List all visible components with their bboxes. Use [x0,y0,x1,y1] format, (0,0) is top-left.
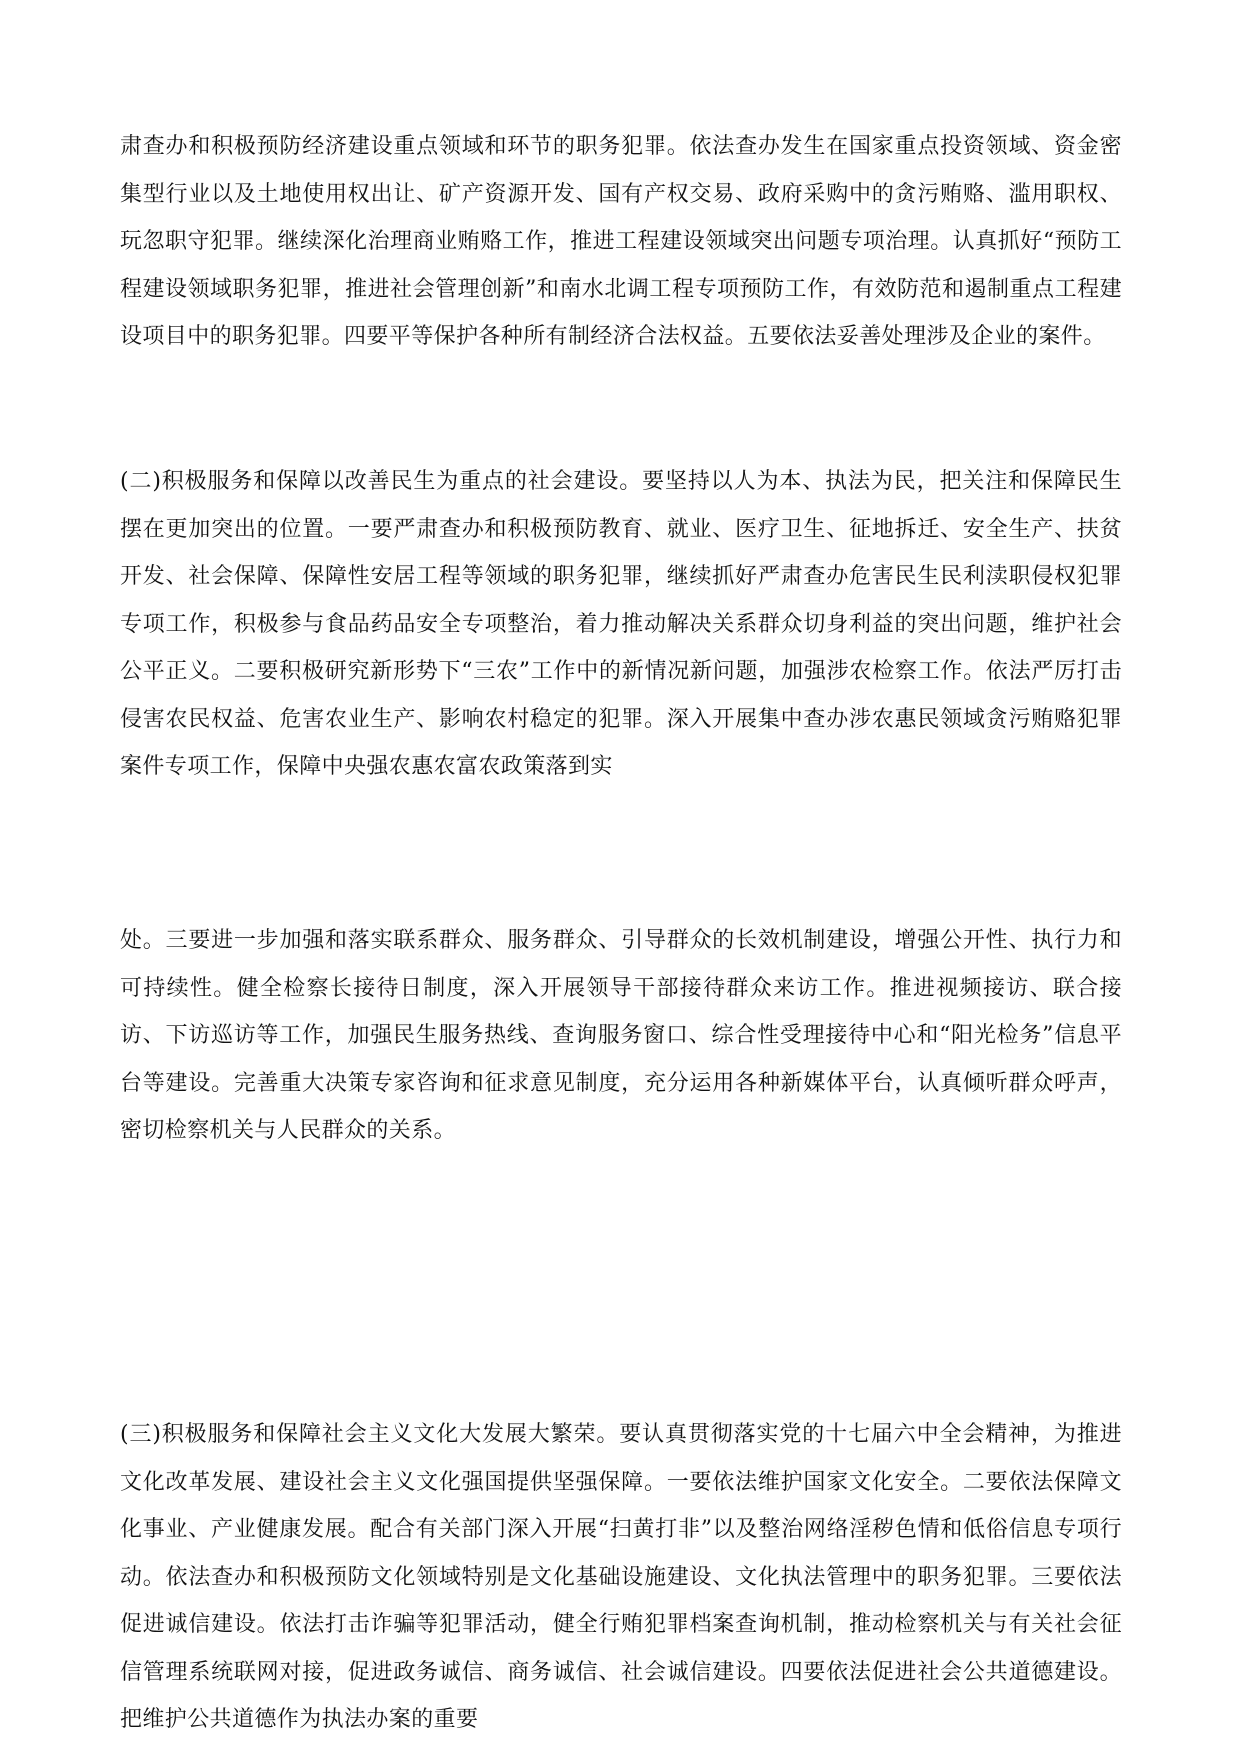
paragraph-culture-section: (三)积极服务和保障社会主义文化大发展大繁荣。要认真贯彻落实党的十七届六中全会精神，为推进文化改革发展、建设社会主义文化强国提供坚强保障。一要依法维护国家文化安全。二要依法保障文化事业、产业健康发展。配合有关部门深入开展“扫黄打非”以及整治网络淫秽色情和低俗信息专项行动。依法查办和积极预防文化领域特别是文化基础设施建设、文化执法管理中的职务犯罪。三要依法促进诚信建设。依法打击诈骗等犯罪活动，健全行贿犯罪档案查询机制，推动检察机关与有关社会征信管理系统联网对接，促进政务诚信、商务诚信、社会诚信建设。四要依法促进社会公共道德建设。把维护公共道德作为执法办案的重要 [120,1422,1122,1732]
paragraph-economic-crimes: 肃查办和积极预防经济建设重点领域和环节的职务犯罪。依法查办发生在国家重点投资领域、资金密集型行业以及土地使用权出让、矿产资源开发、国有产权交易、政府采购中的贪污贿赂、滥用职权、玩忽职守犯罪。继续深化治理商业贿赂工作，推进工程建设领域突出问题专项治理。认真抓好“预防工程建设领域职务犯罪，推进社会管理创新”和南水北调工程专项预防工作，有效防范和遏制重点工程建设项目中的职务犯罪。四要平等保护各种所有制经济合法权益。五要依法妥善处理涉及企业的案件。 [120,134,1122,349]
paragraph-livelihood-section: (二)积极服务和保障以改善民生为重点的社会建设。要坚持以人为本、执法为民，把关注和保障民生摆在更加突出的位置。一要严肃查办和积极预防教育、就业、医疗卫生、征地拆迁、安全生产、扶贫开发、社会保障、保障性安居工程等领域的职务犯罪，继续抓好严肃查办危害民生民利渎职侵权犯罪专项工作，积极参与食品药品安全专项整治，着力推动解决关系群众切身利益的突出问题，维护社会公平正义。二要积极研究新形势下“三农”工作中的新情况新问题，加强涉农检察工作。依法严厉打击侵害农民权益、危害农业生产、影响农村稳定的犯罪。深入开展集中查办涉农惠民领域贪污贿赂犯罪案件专项工作，保障中央强农惠农富农政策落到实 [120,469,1122,779]
paragraph-mass-contact-mechanism: 处。三要进一步加强和落实联系群众、服务群众、引导群众的长效机制建设，增强公开性、执行力和可持续性。健全检察长接待日制度，深入开展领导干部接待群众来访工作。推进视频接访、联合接访、下访巡访等工作，加强民生服务热线、查询服务窗口、综合性受理接待中心和“阳光检务”信息平台等建设。完善重大决策专家咨询和征求意见制度，充分运用各种新媒体平台，认真倾听群众呼声，密切检察机关与人民群众的关系。 [120,928,1122,1143]
